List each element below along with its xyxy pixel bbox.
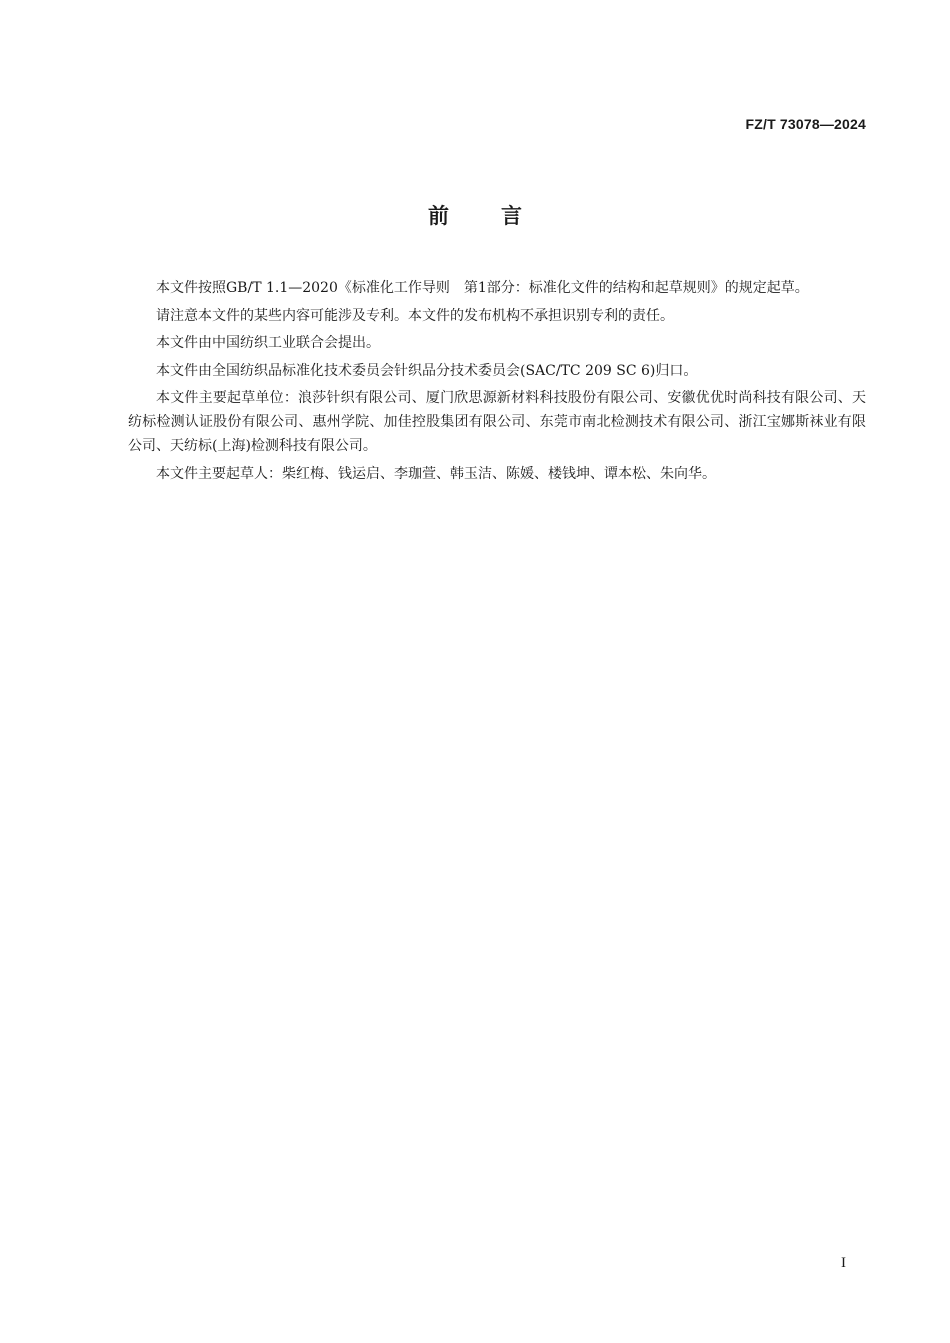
paragraph-drafting-rules: 本文件按照GB/T 1.1—2020《标准化工作导则 第1部分：标准化文件的结构和起草规则》的规定起草。 — [156, 280, 809, 296]
standard-code: FZ/T 73078—2024 — [745, 116, 866, 132]
foreword-body — [128, 276, 866, 489]
paragraph-patent-notice: 请注意本文件的某些内容可能涉及专利。本文件的发布机构不承担识别专利的责任。 — [156, 307, 674, 324]
paragraph-drafters: 本文件主要起草人：柴红梅、钱运启、李珈萱、韩玉洁、陈媛、楼钱坤、谭本松、朱向华。 — [156, 465, 716, 482]
paragraph-drafting-units: 本文件主要起草单位：浪莎针织有限公司、厦门欣思源新材料科技股份有限公司、安徽优优时尚科技有限公司、天纺标检测认证股份有限公司、惠州学院、加佳控股集团有限公司、东莞市南北检测技术有限公司、浙江宝娜斯袜业有限公司、天纺标(上海)检测科技有限公司。 — [128, 390, 866, 454]
page-title: 前言 — [428, 204, 574, 228]
page-number: I — [841, 1255, 846, 1271]
paragraph-proposer: 本文件由中国纺织工业联合会提出。 — [156, 335, 380, 351]
paragraph-committee: 本文件由全国纺织品标准化技术委员会针织品分技术委员会(SAC/TC 209 SC 6)归口。 — [156, 362, 698, 379]
